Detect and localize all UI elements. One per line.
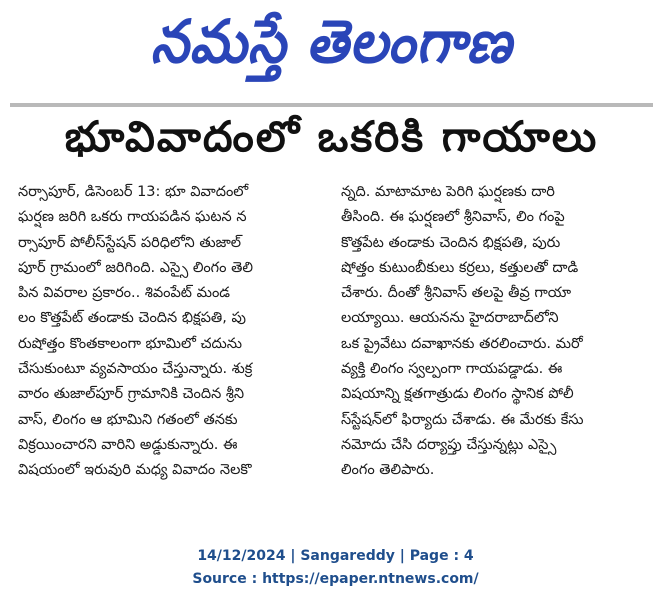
article-line: ర్సాపూర్ పోలీస్‌స్టేషన్ పరిధిలోని తుజాల్ <box>18 234 242 251</box>
article-line: లం కొత్తపేట్ తండాకు చెందిన భిక్షపతి, పు <box>18 310 246 327</box>
article-line: షోత్తం కుటుంబీకులు కర్రలు, కత్తులతో దాడి <box>341 259 579 276</box>
article-line: న్నది. మాటామాట పెరిగి ఘర్షణకు దారి <box>341 184 555 200</box>
article-column-1 <box>18 180 323 520</box>
article-line: చేసుకుంటూ వ్యవసాయం చేస్తున్నారు. శుక్ర <box>18 361 253 378</box>
article-line: వారం తుజాల్‌పూర్ గ్రామానికి చెందిన శ్రీని <box>18 386 245 403</box>
article-line: విషయాన్ని క్షతగాత్రుడు లింగం స్థానిక పోలీ <box>341 386 574 403</box>
headline-text: భూవివాదంలో ఒకరికి గాయాలు <box>64 112 599 161</box>
article-line: కొత్తపేట తండాకు చెందిన భిక్షపతి, పురు <box>341 234 561 251</box>
article-line: నర్సాపూర్, డిసెంబర్ 13: భూ వివాదంలో <box>18 184 249 200</box>
article-line: స్‌స్టేషన్‌లో ఫిర్యాదు చేశాడు. ఈ మేరకు కేసు <box>341 411 584 428</box>
article-line: లింగం తెలిపారు. <box>341 462 435 479</box>
article-line: ఒక ప్రైవేటు దవాఖానకు తరలించారు. మరో <box>341 335 583 352</box>
article-line: విషయంలో ఇరువురి మధ్య వివాదం నెలకొ <box>18 462 252 479</box>
article-line: నమోదు చేసి దర్యాప్తు చేస్తున్నట్లు ఎస్సై <box>341 436 557 453</box>
article-line: చేశారు. దీంతో శ్రీనివాస్ తలపై తీవ్ర గాయా <box>341 285 572 302</box>
masthead-divider <box>10 103 653 107</box>
article-column-2 <box>341 180 646 520</box>
source-footer <box>0 545 671 591</box>
article-line: ఘర్షణ జరిగి ఒకరు గాయపడిన ఘటన న <box>18 209 247 226</box>
masthead <box>10 6 653 92</box>
article-line: పూర్ గ్రామంలో జరిగింది. ఎస్సై లింగం తెలి <box>18 259 254 276</box>
article-line: విక్రయించారని వారిని అడ్డుకున్నారు. ఈ <box>18 436 238 453</box>
article-headline <box>10 114 653 170</box>
footer-date-line: 14/12/2024 | Sangareddy | Page : 4 <box>197 548 474 564</box>
footer-source-line: Source : https://epaper.ntnews.com/ <box>192 571 479 587</box>
article-line: వాస్, లింగం ఆ భూమిని గతంలో తనకు <box>18 411 238 428</box>
newspaper-clipping <box>10 6 653 536</box>
article-line: రుషోత్తం కొంతకాలంగా భూమిలో చదును <box>18 335 243 352</box>
article-line: పిన వివరాల ప్రకారం.. శివంపేట్ మండ <box>18 285 231 302</box>
masthead-title: నమస్తే తెలంగాణ <box>150 6 513 76</box>
article-line: లయ్యాయి. ఆయనను హైదరాబాద్‌లోని <box>341 310 559 327</box>
article-body <box>18 180 646 520</box>
article-line: తీసింది. ఈ ఘర్షణలో శ్రీనివాస్, లిం గంపై <box>341 209 565 226</box>
article-line: వ్యక్తి లింగం స్వల్పంగా గాయపడ్డాడు. ఈ <box>341 361 563 378</box>
